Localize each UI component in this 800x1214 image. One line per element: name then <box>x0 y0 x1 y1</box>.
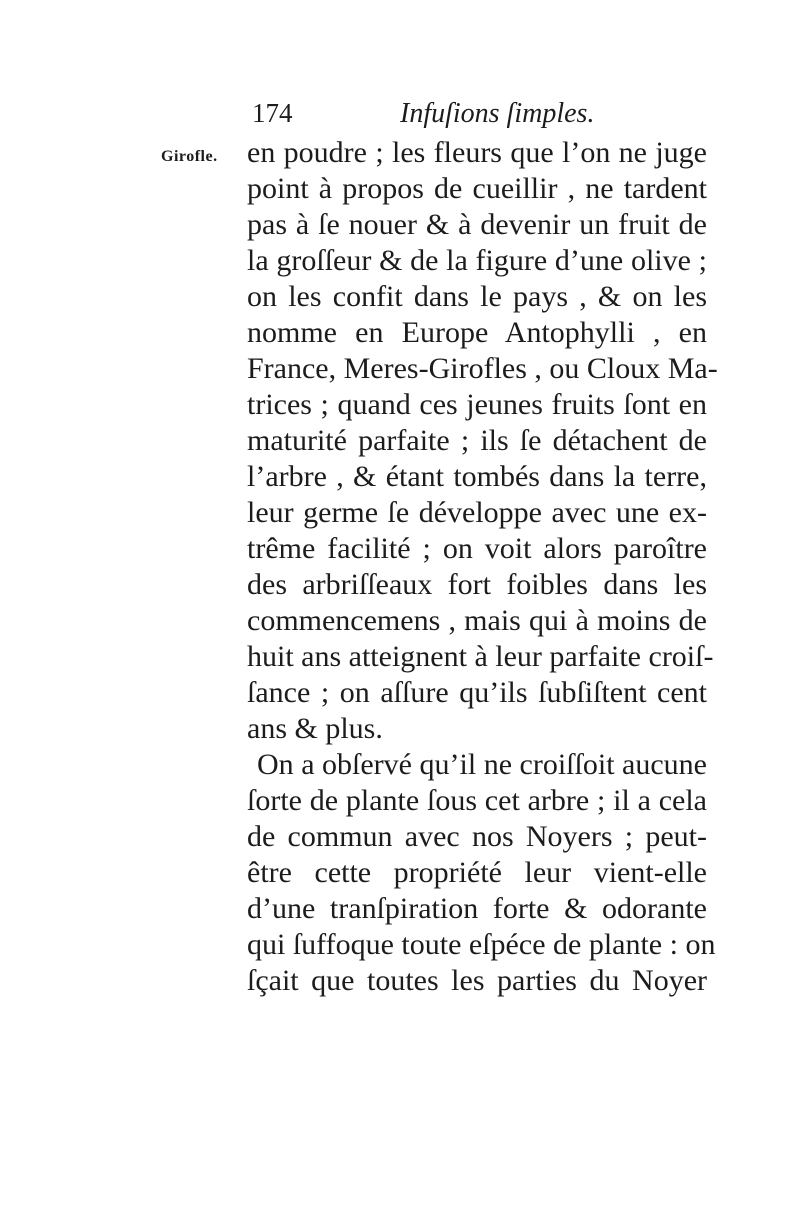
page-header <box>252 98 712 138</box>
text-line: point à propos de cueillir , ne tardent <box>247 172 707 205</box>
running-title: Infuſions ſimples. <box>400 98 595 129</box>
text-line: l’arbre , & étant tombés dans la terre, <box>247 460 707 493</box>
text-line: pas à ſe nouer & à devenir un fruit de <box>247 208 707 241</box>
margin-note: Girofle. <box>161 148 218 165</box>
text-line: ans & plus. <box>247 712 383 745</box>
text-line: la groſſeur & de la figure d’une olive ; <box>247 244 707 277</box>
text-line: qui ſuffoque toute eſpéce de plante : on <box>247 928 716 961</box>
text-line: trices ; quand ces jeunes fruits ſont en <box>247 388 707 421</box>
text-line: d’une tranſpiration forte & odorante <box>247 892 707 925</box>
text-line: ſance ; on aſſure qu’ils ſubſiſtent cent <box>247 676 707 709</box>
text-line: de commun avec nos Noyers ; peut- <box>247 820 707 853</box>
body-text <box>247 135 718 999</box>
text-line: être cette propriété leur vient-elle <box>247 856 707 889</box>
text-line: huit ans atteignent à leur parfaite croiſ- <box>247 640 714 673</box>
text-line: ſçait que toutes les parties du Noyer <box>247 964 707 997</box>
text-line: en poudre ; les fleurs que l’on ne juge <box>247 136 707 169</box>
text-line: maturité parfaite ; ils ſe détachent de <box>247 424 707 457</box>
paragraph-2 <box>247 747 716 999</box>
text-line: commencemens , mais qui à moins de <box>247 604 707 637</box>
text-line: trême facilité ; on voit alors paroître <box>247 532 707 565</box>
text-line: nomme en Europe Antophylli , en <box>247 316 707 349</box>
text-line: on les confit dans le pays , & on les <box>247 280 707 313</box>
text-line: France, Meres-Girofles , ou Cloux Ma- <box>247 352 718 385</box>
paragraph-1 <box>247 135 718 747</box>
text-line: ſorte de plante ſous cet arbre ; il a cela <box>247 784 707 817</box>
text-line: des arbriſſeaux fort foibles dans les <box>247 568 707 601</box>
text-line: leur germe ſe développe avec une ex- <box>247 496 707 529</box>
page-number: 174 <box>252 98 293 128</box>
text-line: On a obſervé qu’il ne croiſſoit aucune <box>257 748 707 781</box>
